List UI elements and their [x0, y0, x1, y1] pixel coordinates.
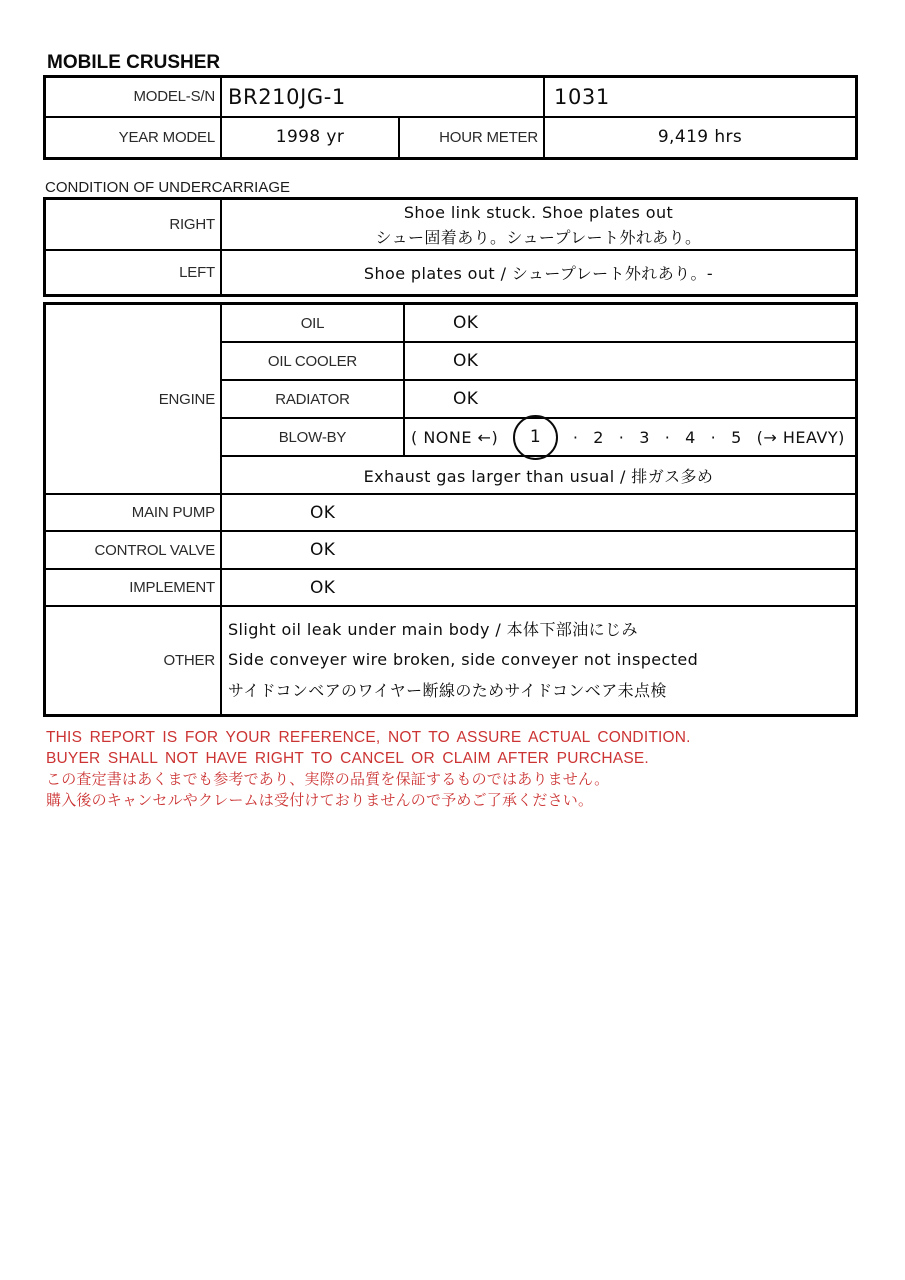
engine-oil-cooler-value: OK [405, 343, 855, 381]
control-valve-value: OK [222, 532, 855, 570]
right-track-condition [222, 200, 855, 251]
machine-info-table [43, 75, 858, 160]
right-track-condition-en: Shoe link stuck. Shoe plates out [403, 202, 674, 222]
control-valve-label: CONTROL VALVE [46, 532, 222, 570]
other-note-line: サイドコンベアのワイヤー断線のためサイドコンベア未点検 [228, 680, 667, 700]
blow-by-selected-level-circle [513, 415, 558, 460]
year-model-label: YEAR MODEL [46, 118, 222, 158]
implement-value: OK [222, 570, 855, 607]
blow-by-none-label: ( NONE ←) [411, 427, 499, 447]
engine-oil-cooler-label: OIL COOLER [222, 343, 405, 381]
right-track-label: RIGHT [46, 200, 222, 251]
engine-exhaust-note: Exhaust gas larger than usual / 排ガス多め [222, 457, 855, 495]
blow-by-separator: · [664, 427, 671, 447]
blow-by-level-1: 1 [529, 427, 542, 447]
main-pump-value: OK [222, 495, 855, 532]
blow-by-level-4: 4 [685, 427, 696, 447]
disclaimer-line-jp-1: この査定書はあくまでも参考であり、実際の品質を保証するものではありません。 [46, 770, 610, 788]
hour-meter-value: 9,419 hrs [657, 127, 743, 148]
blow-by-separator: · [572, 427, 579, 447]
disclaimer-text [46, 727, 691, 811]
year-model-value: 1998 yr [222, 118, 400, 158]
right-track-condition-jp: シュー固着あり。シュープレート外れあり。 [375, 227, 702, 247]
blow-by-separator: · [618, 427, 625, 447]
blow-by-separator: · [710, 427, 717, 447]
model-sn-value: BR210JG-1 [222, 78, 545, 118]
blow-by-level-2: 2 [593, 427, 604, 447]
disclaimer-line-jp-2: 購入後のキャンセルやクレームは受付けておりませんので予めご了承ください。 [46, 791, 594, 809]
undercarriage-section-label: CONDITION OF UNDERCARRIAGE [45, 179, 291, 196]
engine-label: ENGINE [46, 305, 222, 495]
disclaimer-line-en-1: THIS REPORT IS FOR YOUR REFERENCE, NOT TO ASSURE ACTUAL CONDITION. [46, 729, 691, 746]
other-note-line: Side conveyer wire broken, side conveyer not inspected [228, 650, 699, 670]
main-pump-label: MAIN PUMP [46, 495, 222, 532]
engine-blow-by-scale [405, 419, 855, 457]
blow-by-level-5: 5 [731, 427, 742, 447]
serial-number-value: 1031 [545, 78, 855, 118]
page-title: MOBILE CRUSHER [47, 52, 221, 73]
model-sn-label: MODEL-S/N [46, 78, 222, 118]
disclaimer-line-en-2: BUYER SHALL NOT HAVE RIGHT TO CANCEL OR CLAIM AFTER PURCHASE. [46, 750, 649, 767]
engine-oil-label: OIL [222, 305, 405, 343]
blow-by-heavy-label: (→ HEAVY) [756, 427, 845, 447]
engine-radiator-label: RADIATOR [222, 381, 405, 419]
inspection-table [43, 302, 858, 717]
engine-radiator-value: OK [405, 381, 855, 419]
undercarriage-table [43, 197, 858, 297]
implement-label: IMPLEMENT [46, 570, 222, 607]
other-note-line: Slight oil leak under main body / 本体下部油にじみ [228, 620, 638, 640]
engine-oil-value: OK [405, 305, 855, 343]
left-track-label: LEFT [46, 251, 222, 294]
left-track-condition: Shoe plates out / シュープレート外れあり。- [363, 264, 714, 283]
other-label: OTHER [46, 607, 222, 714]
engine-blow-by-label: BLOW-BY [222, 419, 405, 457]
other-notes [222, 607, 855, 714]
hour-meter-label: HOUR METER [400, 118, 545, 158]
blow-by-level-3: 3 [639, 427, 650, 447]
